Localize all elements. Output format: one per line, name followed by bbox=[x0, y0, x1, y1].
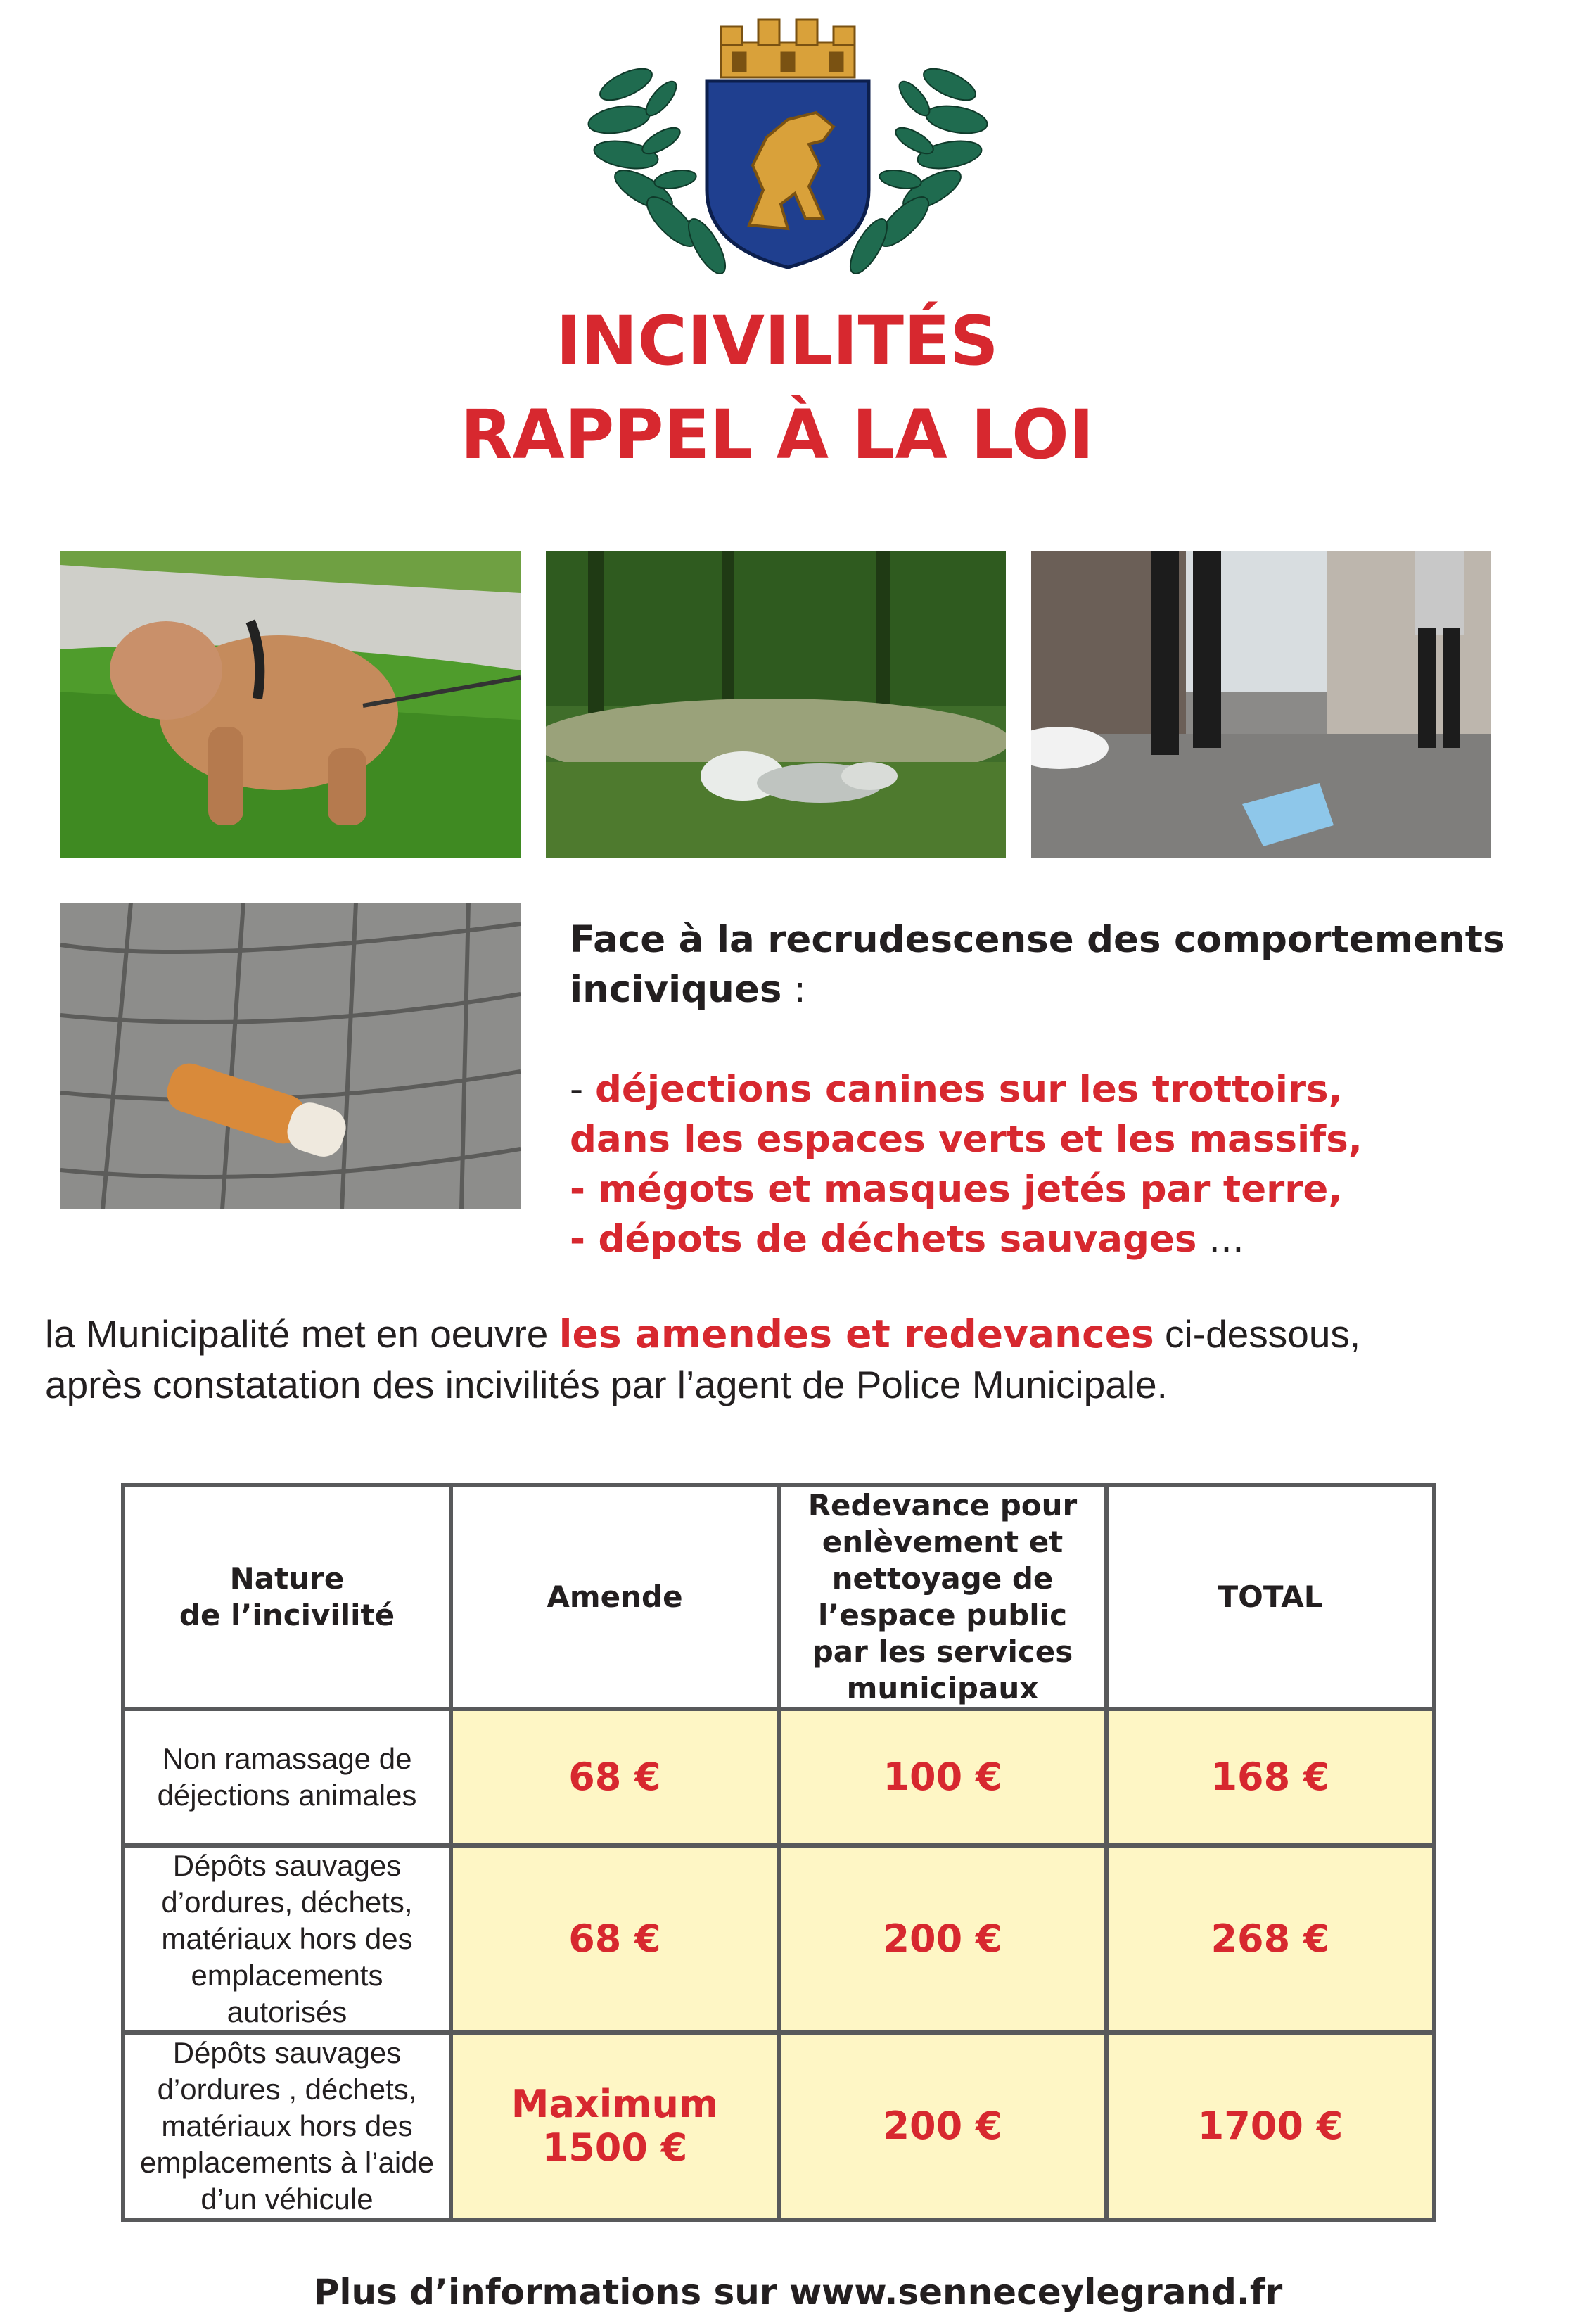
intro-item1-dash: - bbox=[570, 1068, 595, 1111]
row-nature: Dépôts sauvages d’ordures, déchets, matériaux hors des emplacements autorisés bbox=[123, 1845, 451, 2033]
row-amende: 68 € bbox=[451, 1845, 779, 2033]
title-line-2: RAPPEL À LA LOI bbox=[460, 395, 1094, 474]
header-redevance: Redevance pour enlèvement et nettoyage de l’espace public par les services municipaux bbox=[779, 1485, 1106, 1709]
row-redevance: 200 € bbox=[779, 2033, 1106, 2220]
paragraph-line-2: après constatation des incivilités par l’agent de Police Municipale. bbox=[45, 1363, 1168, 1406]
discarded-mask-photo bbox=[1031, 551, 1491, 858]
cigarette-butt-photo bbox=[60, 903, 521, 1209]
fines-table bbox=[121, 1483, 1436, 2222]
row-nature: Non ramassage de déjections animales bbox=[123, 1709, 451, 1845]
row-redevance: 100 € bbox=[779, 1709, 1106, 1845]
header-nature: Nature de l’incivilité bbox=[123, 1485, 451, 1709]
header-total: TOTAL bbox=[1106, 1485, 1434, 1709]
intro-lead-colon: : bbox=[781, 968, 807, 1011]
header-amende: Amende bbox=[451, 1485, 779, 1709]
row-total: 1700 € bbox=[1106, 2033, 1434, 2220]
row-amende: 68 € bbox=[451, 1709, 779, 1845]
paragraph-highlight: les amendes et redevances bbox=[558, 1311, 1154, 1356]
intro-item-2: - mégots et masques jetés par terre, bbox=[570, 1168, 1343, 1211]
intro-item-1-cont: dans les espaces verts et les massifs, bbox=[570, 1118, 1362, 1161]
footer-info: Plus d’informations sur www.senneceylegrand.fr bbox=[313, 2272, 1283, 2313]
paragraph-part-2: ci-dessous, bbox=[1154, 1312, 1361, 1356]
row-nature: Dépôts sauvages d’ordures , déchets, matériaux hors des emplacements à l’aide d’un véhicule bbox=[123, 2033, 451, 2220]
measure-paragraph bbox=[45, 1309, 1557, 1410]
intro-lead: Face à la recrudescense des comportements inciviques bbox=[570, 918, 1505, 1011]
intro-item-3-tail: ... bbox=[1196, 1218, 1244, 1261]
city-coat-of-arms-icon bbox=[577, 14, 999, 281]
dog-fouling-photo bbox=[60, 551, 521, 858]
title-line-1: INCIVILITÉS bbox=[556, 302, 999, 381]
row-total: 268 € bbox=[1106, 1845, 1434, 2033]
row-amende: Maximum 1500 € bbox=[451, 2033, 779, 2220]
row-redevance: 200 € bbox=[779, 1845, 1106, 2033]
table-row bbox=[123, 1845, 1434, 2033]
littered-park-photo bbox=[546, 551, 1006, 858]
table-row bbox=[123, 2033, 1434, 2220]
row-total: 168 € bbox=[1106, 1709, 1434, 1845]
table-row bbox=[123, 1709, 1434, 1845]
table-header-row bbox=[123, 1485, 1434, 1709]
intro-block bbox=[570, 915, 1569, 1264]
paragraph-part-1: la Municipalité met en oeuvre bbox=[45, 1312, 559, 1356]
intro-item-1: déjections canines sur les trottoirs, bbox=[594, 1068, 1343, 1111]
intro-item-3: - dépots de déchets sauvages bbox=[570, 1218, 1197, 1261]
